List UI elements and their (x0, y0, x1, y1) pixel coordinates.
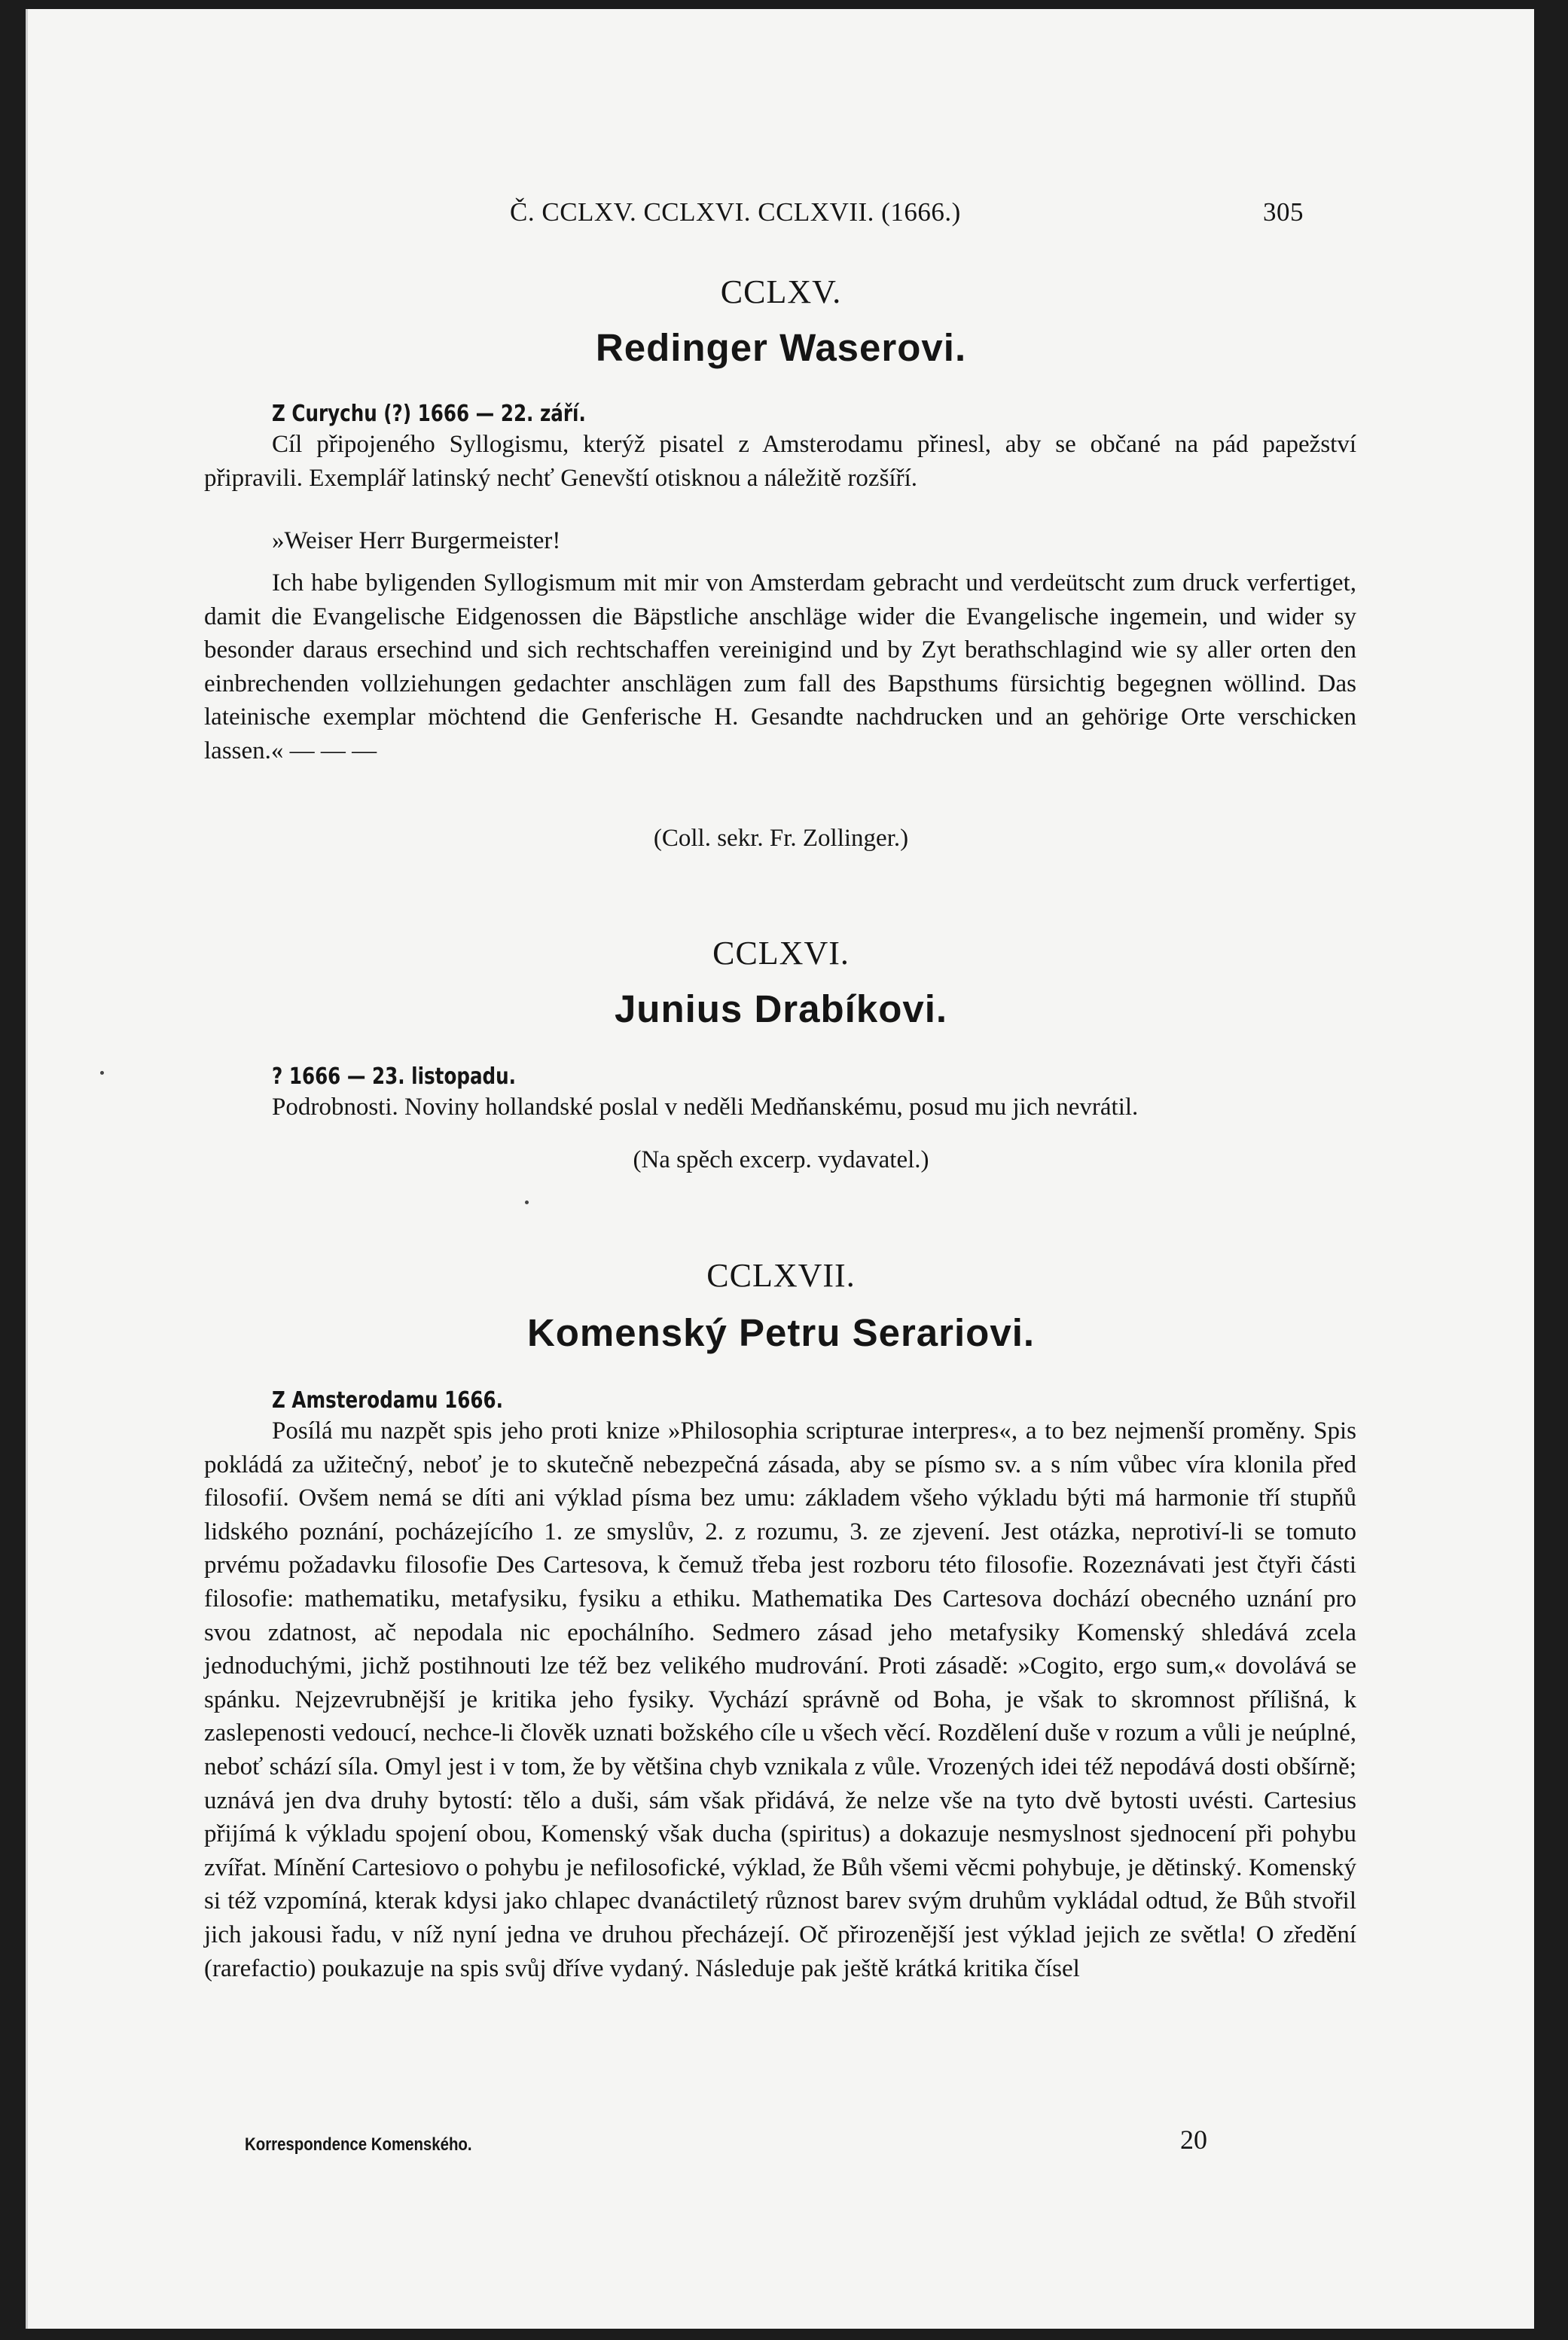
letter-source: (Na spěch excerp. vydavatel.) (633, 1146, 929, 1173)
letter-numeral: CCLXVII. (706, 1257, 856, 1294)
letter-body: Ich habe byligenden Syllogismum mit mir von Amsterdam gebracht und verdeütscht zum druck verfertiget, damit die Evangelische Eidgenossen die Bäpstliche anschläge wider die Evangelische ingemein, und wider sy besonder daraus ersechind und sich rechtschaffen vereinigind und by Zyt berathschlagind wie sy aller orten den einbrechenden vollziehungen gedachter anschlägen zum fall des Bapsthums fürsichtig begegnen wöllind. Das lateinische exemplar möchtend die Genferische H. Gesandte nachdrucken und an gehörige Orte verschicken lassen.« — — — (204, 569, 1356, 764)
letter-summary: Podrobnosti. Noviny hollandské poslal v neděli Medňanskému, posud mu jich nevrátil. (272, 1094, 1139, 1121)
letter-source: (Coll. sekr. Fr. Zollinger.) (653, 825, 909, 852)
letter-numeral: CCLXVI. (712, 935, 850, 972)
footer-source-title: Korrespondence Komenského. (245, 2134, 472, 2155)
letter-title: Komenský Petru Serariovi. (526, 1311, 1036, 1354)
document-page (26, 9, 1534, 2329)
running-title: Č. CCLXV. CCLXVI. CCLXVII. (1666.) (510, 197, 961, 227)
scan-speck (525, 1201, 529, 1204)
footer-signature-mark: 20 (1180, 2125, 1207, 2155)
letter-summary: Cíl připojeného Syllogismu, kterýž pisatel z Amsterodamu přinesl, aby se občané na pád papežství připravili. Exemplář latinský nechť Genevští otisknou a náležitě rozšíří. (204, 431, 1356, 492)
letter-dateline: Z Amsterodamu 1666. (272, 1387, 503, 1414)
letter-numeral: CCLXV. (720, 273, 842, 310)
letter-title: Junius Drabíkovi. (614, 987, 948, 1030)
letter-dateline: Z Curychu (?) 1666 — 22. září. (272, 401, 586, 427)
letter-dateline: ? 1666 — 23. listopadu. (272, 1063, 517, 1090)
scan-speck (100, 1071, 104, 1075)
letter-salutation: »Weiser Herr Burgermeister! (272, 527, 561, 554)
letter-summary: Posílá mu nazpět spis jeho proti knize »Philosophia scripturae interpres«, a to bez nejmenší proměny. Spis pokládá za užitečný, neboť je to skutečně nebezpečná zásada, aby se písmo sv. a s ním vůbec víra klonila před filosofií. Ovšem nemá se díti ani výklad písma bez umu: základem všeho výkladu býti má harmonie tří stupňů lidského poznání, pocházejícího 1. ze smyslův, 2. z rozumu, 3. ze zjevení. Jest otázka, neprotiví-li se tomuto prvému požadavku filosofie Des Cartesova, k čemuž třeba jest rozboru této filosofie. Rozeznávati jest čtyři části filosofie: mathematiku, metafysiku, fysiku a ethiku. Mathematika Des Cartesova dochází obecného uznání pro svou zdatnost, ač nepodala nic epochálního. Sedmero zásad jeho metafysiky Komenský shledává zcela jednoduchými, jichž postihnouti lze též bez velikého mudrování. Proti zásadě: »Cogito, ergo sum,« dovolává se spánku. Nejzevrubnější je kritika jeho fysiky. Vychází správně od Boha, je však to skromnost přílišná, k zaslepenosti vedoucí, nechce-li člověk uznati božského cíle u všech věcí. Rozdělení duše v rozum a vůli je neúplné, neboť schází síla. Omyl jest i v tom, že by většina chyb vznikala z vůle. Vrozených idei též nepodává dosti obšírně; uznává jen dva druhy bytostí: tělo a duši, sám však přidává, že nelze vše na tyto dvě bytosti uvésti. Cartesius přijímá k výkladu spojení obou, Komenský však ducha (spiritus) a dokazuje nesmyslnost sjednocení při pohybu zvířat. Mínění Cartesiovo o pohybu je nefilosofické, výklad, že Bůh všemi věcmi pohybuje, je dětinský. Komenský si též vzpomíná, kterak kdysi jako chlapec dvanáctiletý různost barev svým druhům vykládal odtud, že Bůh stvořil jich jakousi řadu, v níž nyní jedna ve druhou přecházejí. Oč přirozenější jest výklad jejich ze světla! O zředění (rarefactio) poukazuje na spis svůj dříve vydaný. Následuje pak ještě krátká kritika čísel (204, 1417, 1356, 1982)
letter-title: Redinger Waserovi. (595, 326, 967, 369)
page-number: 305 (1263, 197, 1304, 227)
